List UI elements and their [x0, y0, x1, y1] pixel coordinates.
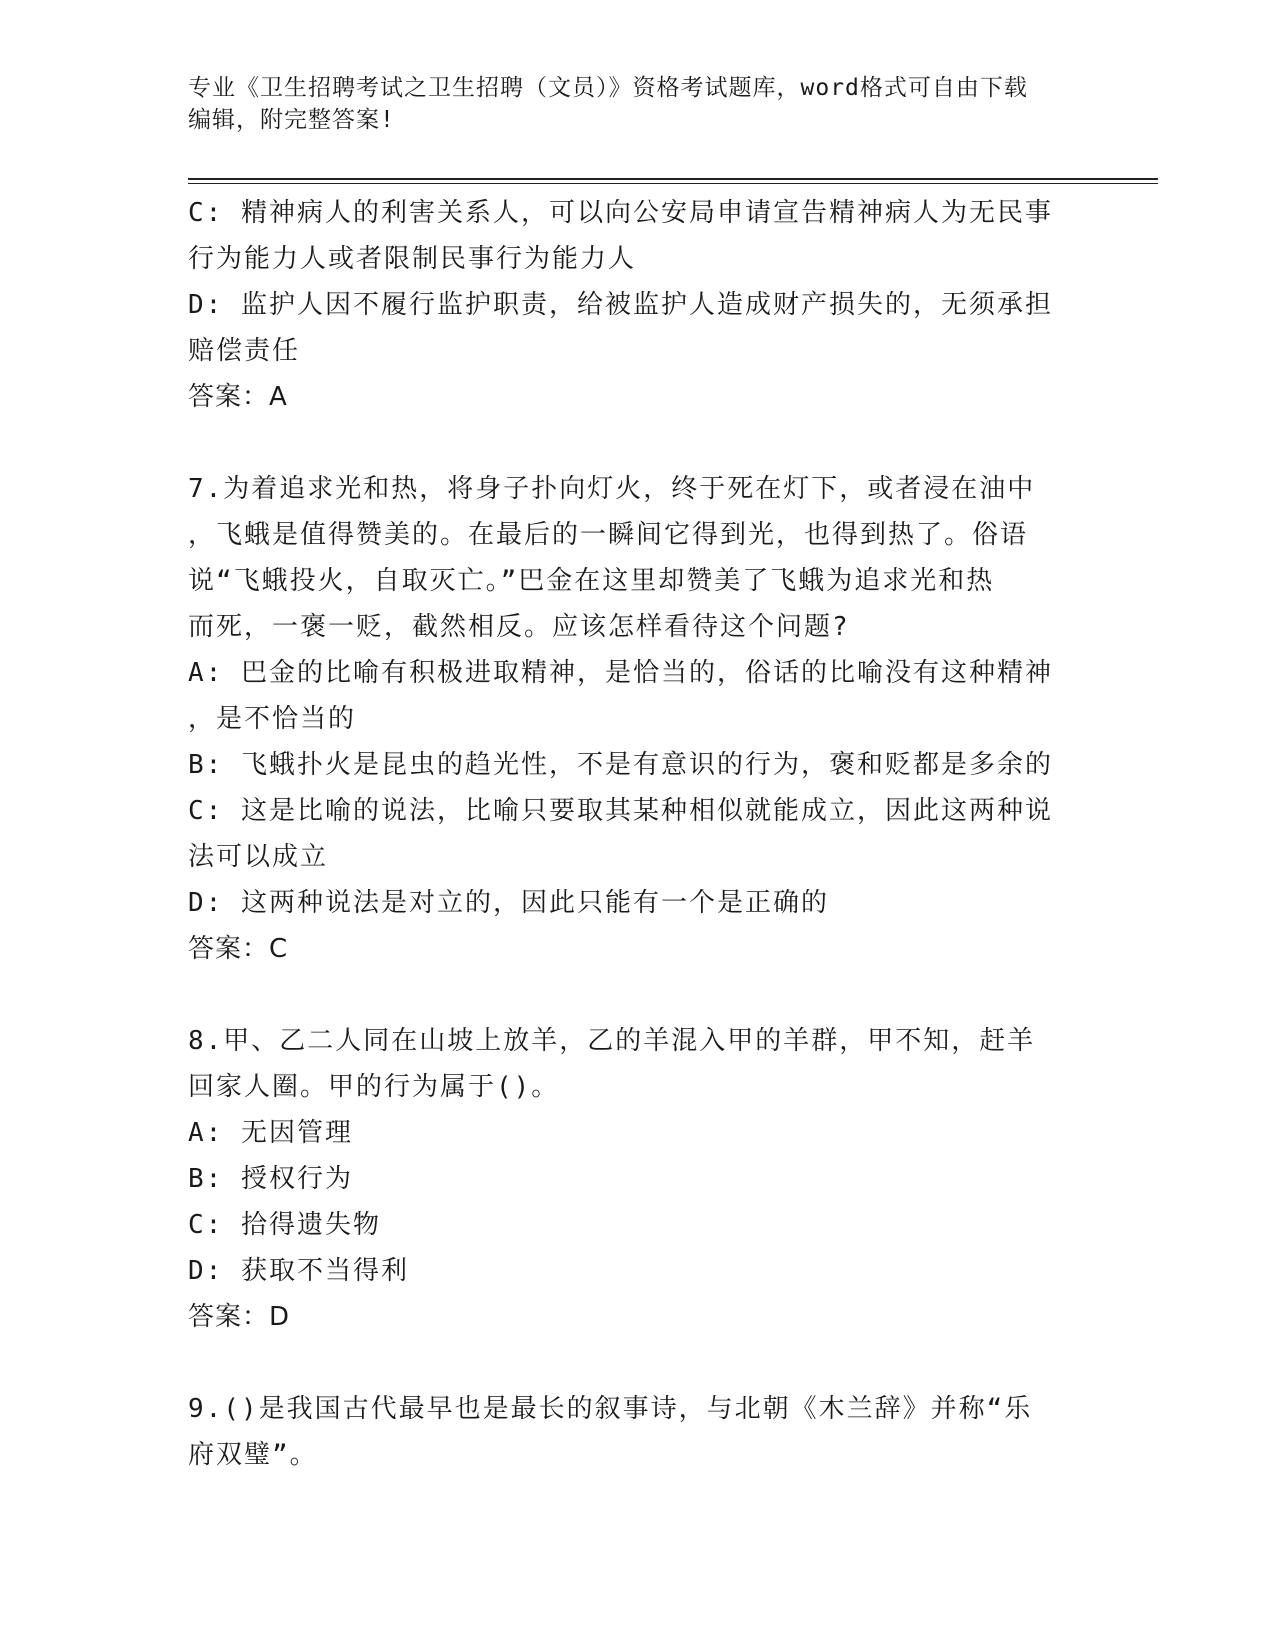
q8-answer: 答案：D: [188, 1302, 291, 1332]
q7-option-b: B: 飞蛾扑火是昆虫的趋光性，不是有意识的行为，褒和贬都是多余的: [188, 750, 1053, 780]
q6-option-d-line-1: D: 监护人因不履行监护职责，给被监护人造成财产损失的，无须承担: [188, 290, 1053, 320]
q7-answer: 答案：C: [188, 934, 289, 964]
q8-option-a: A: 无因管理: [188, 1118, 353, 1148]
q7-option-d: D: 这两种说法是对立的，因此只能有一个是正确的: [188, 888, 829, 918]
question-7: [188, 466, 1088, 972]
q8-option-b: B: 授权行为: [188, 1164, 353, 1194]
spacer: [188, 1340, 1088, 1386]
q9-stem-line-2: 府双璧”。: [188, 1440, 318, 1470]
q6-answer: 答案：A: [188, 382, 288, 412]
spacer: [188, 972, 1088, 1018]
q6-option-c-line-2: 行为能力人或者限制民事行为能力人: [188, 244, 637, 274]
q7-stem-line-3: 说“飞蛾投火，自取灭亡。”巴金在这里却赞美了飞蛾为追求光和热: [188, 566, 995, 596]
question-content: [188, 190, 1088, 1478]
q6-option-d-line-2: 赔偿责任: [188, 336, 301, 366]
q7-option-c-line-1: C: 这是比喻的说法，比喻只要取其某种相似就能成立，因此这两种说: [188, 796, 1053, 826]
q8-option-c: C: 拾得遗失物: [188, 1210, 381, 1240]
q6-option-c-line-1: C: 精神病人的利害关系人，可以向公安局申请宣告精神病人为无民事: [188, 198, 1053, 228]
question-6: [188, 190, 1088, 420]
q7-stem-line-4: 而死，一褒一贬，截然相反。应该怎样看待这个问题?: [188, 612, 850, 642]
page-header: [188, 72, 1068, 136]
header-line-2: 编辑，附完整答案!: [188, 107, 395, 133]
q8-option-d: D: 获取不当得利: [188, 1256, 409, 1286]
q9-stem-line-1: 9.()是我国古代最早也是最长的叙事诗，与北朝《木兰辞》并称“乐: [188, 1394, 1033, 1424]
q7-stem-line-2: ，飞蛾是值得赞美的。在最后的一瞬间它得到光，也得到热了。俗语: [188, 520, 1029, 550]
spacer: [188, 420, 1088, 466]
q7-option-c-line-2: 法可以成立: [188, 842, 329, 872]
header-rule-thick: [188, 178, 1158, 180]
q8-stem-line-1: 8.甲、乙二人同在山坡上放羊，乙的羊混入甲的羊群，甲不知，赶羊: [188, 1026, 1036, 1056]
q7-option-a-line-1: A: 巴金的比喻有积极进取精神，是恰当的，俗话的比喻没有这种精神: [188, 658, 1053, 688]
question-8: [188, 1018, 1088, 1340]
q7-option-a-line-2: ，是不恰当的: [188, 704, 357, 734]
header-line-1: 专业《卫生招聘考试之卫生招聘（文员）》资格考试题库，word格式可自由下载: [188, 75, 1028, 101]
q7-stem-line-1: 7.为着追求光和热，将身子扑向灯火，终于死在灯下，或者浸在油中: [188, 474, 1036, 504]
question-9: [188, 1386, 1088, 1478]
q8-stem-line-2: 回家人圈。甲的行为属于()。: [188, 1072, 560, 1102]
header-rule-thin: [188, 183, 1158, 184]
